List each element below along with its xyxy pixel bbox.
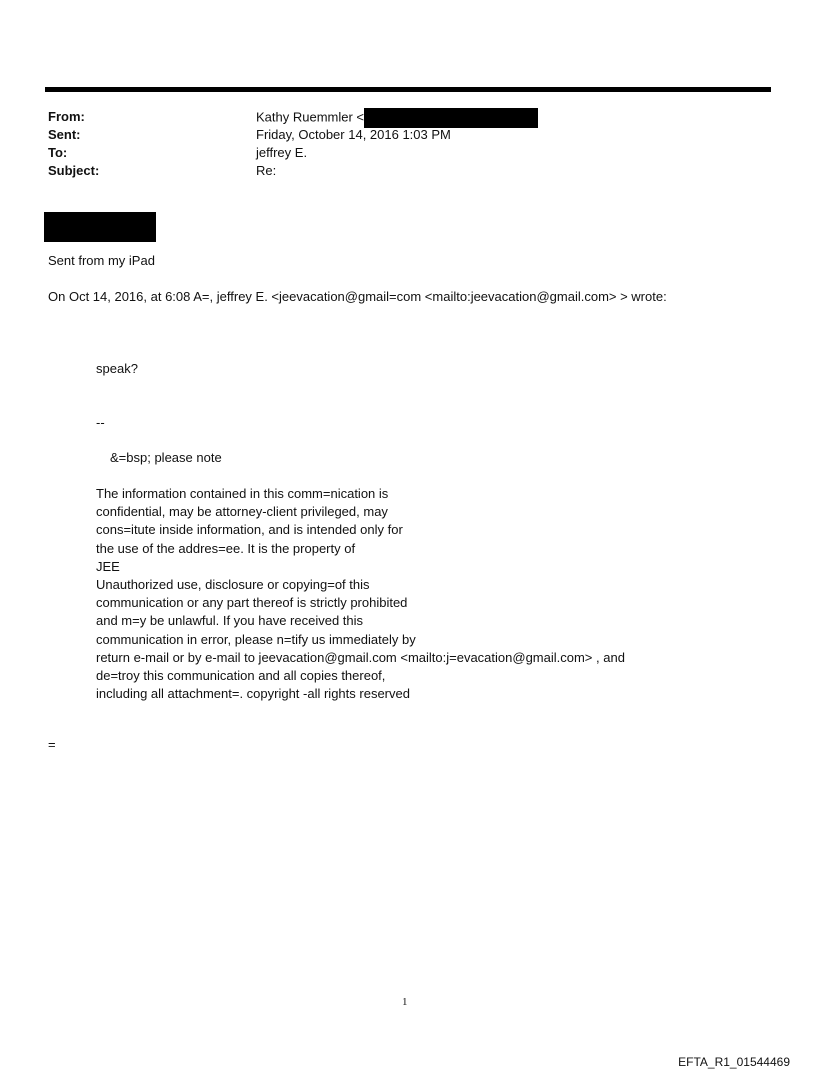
to-label: To: bbox=[48, 145, 68, 160]
disclaimer-line: Unauthorized use, disclosure or copying=of this bbox=[96, 576, 370, 592]
document-id: EFTA_R1_01544469 bbox=[678, 1055, 790, 1069]
quoted-message: speak? bbox=[96, 361, 138, 376]
signature-separator: -- bbox=[96, 415, 105, 430]
subject-value: Re: bbox=[256, 163, 277, 178]
quoted-intro: On Oct 14, 2016, at 6:08 A=, jeffrey E. <jeevacation@gmail=com <mailto:jeevacation@gmail.com> > wrote: bbox=[48, 289, 667, 304]
disclaimer-block bbox=[96, 485, 625, 703]
page-number: 1 bbox=[402, 996, 408, 1008]
header-rule bbox=[45, 87, 771, 92]
signature-note: &=bsp; please note bbox=[110, 450, 222, 465]
from-email-redaction bbox=[364, 108, 538, 128]
trailing-equals: = bbox=[48, 737, 56, 752]
disclaimer-line: JEE bbox=[96, 558, 120, 574]
disclaimer-line: communication or any part thereof is strictly prohibited bbox=[96, 595, 408, 611]
disclaimer-line: confidential, may be attorney-client privileged, may bbox=[96, 504, 388, 520]
disclaimer-line: including all attachment=. copyright -all rights reserved bbox=[96, 686, 410, 702]
disclaimer-line: de=troy this communication and all copies thereof, bbox=[96, 667, 386, 683]
from-value bbox=[256, 108, 538, 128]
sent-label: Sent: bbox=[48, 127, 81, 142]
sent-value: Friday, October 14, 2016 1:03 PM bbox=[256, 127, 451, 142]
reply-signature: Sent from my iPad bbox=[48, 253, 155, 268]
from-label: From: bbox=[48, 109, 85, 124]
disclaimer-line: return e-mail or by e-mail to jeevacation@gmail.com <mailto:j=evacation@gmail.com> , and bbox=[96, 649, 625, 665]
disclaimer-line: cons=itute inside information, and is intended only for bbox=[96, 522, 403, 538]
subject-label: Subject: bbox=[48, 163, 100, 178]
disclaimer-line: and m=y be unlawful. If you have received this bbox=[96, 613, 364, 629]
disclaimer-line: The information contained in this comm=nication is bbox=[96, 486, 389, 501]
to-value: jeffrey E. bbox=[256, 145, 308, 160]
from-name: Kathy Ruemmler < bbox=[256, 109, 365, 125]
body-redaction bbox=[44, 212, 156, 242]
disclaimer-line: the use of the addres=ee. It is the property of bbox=[96, 540, 356, 556]
disclaimer-line: communication in error, please n=tify us immediately by bbox=[96, 631, 416, 647]
